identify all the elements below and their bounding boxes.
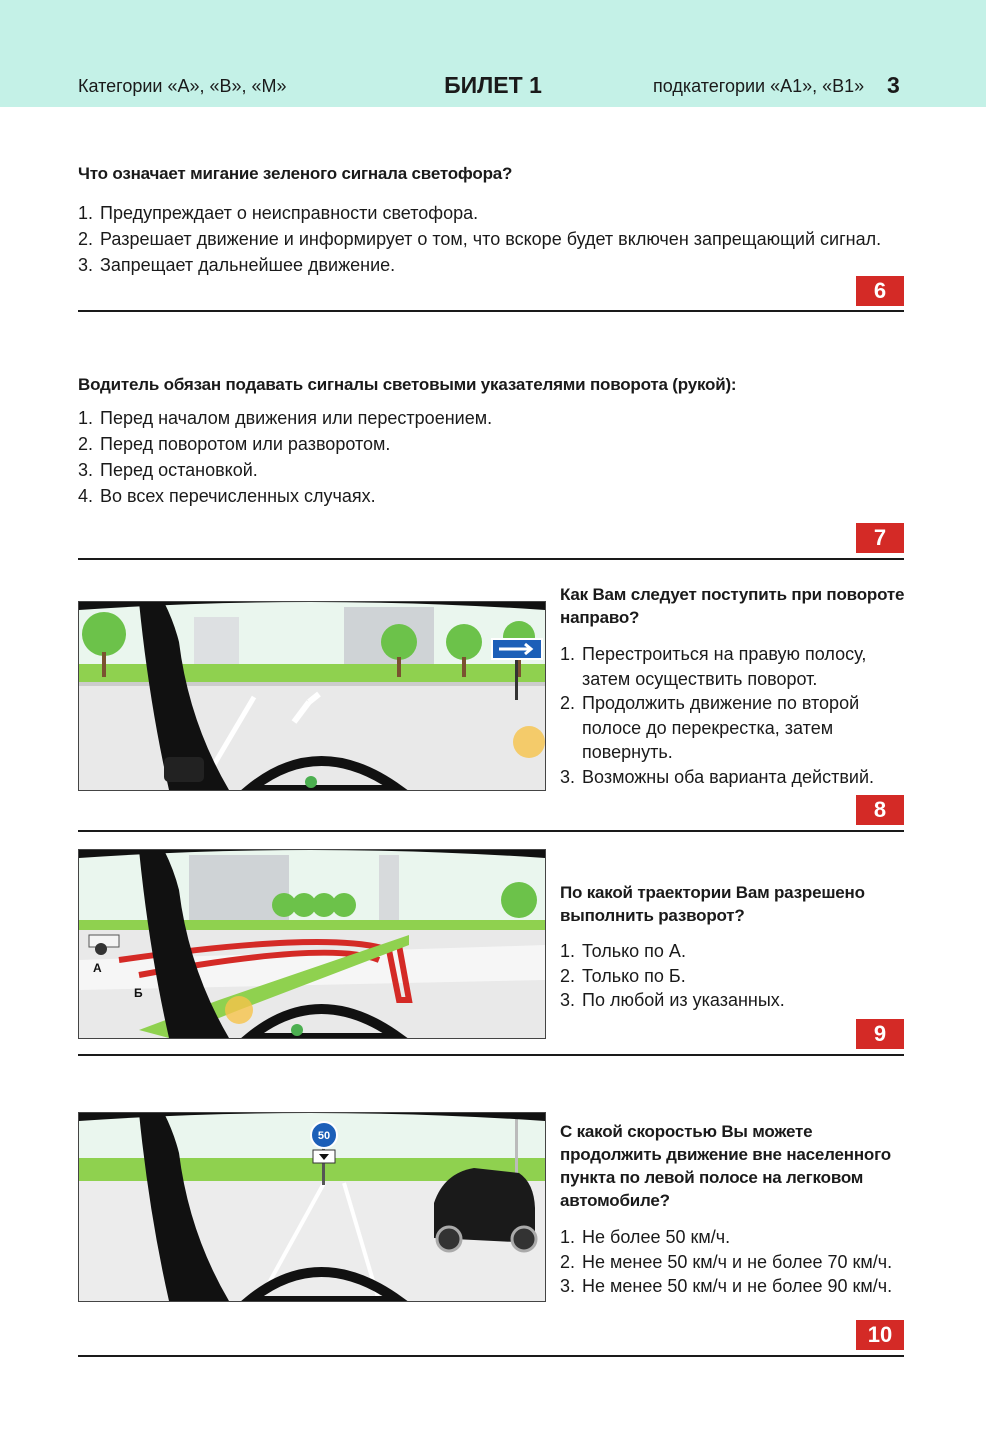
question-text: Водитель обязан подавать сигналы световыми указателями поворота (рукой): — [78, 375, 737, 394]
page-header — [0, 0, 986, 107]
divider — [78, 1054, 904, 1056]
answer-item[interactable]: 2. Продолжить движение по второй полосе до перекрестка, затем повернуть. — [560, 693, 860, 762]
answer-item[interactable]: 1. Перед началом движения или перестроением. — [78, 408, 493, 428]
question-text: С какой скоростью Вы можете продолжить движение вне населенного пункта по левой полосе на легковом автомобиле? — [560, 1122, 891, 1210]
question-number-badge: 6 — [856, 276, 904, 306]
answer-item[interactable]: 3. Перед остановкой. — [78, 460, 258, 480]
answer-item[interactable]: 2. Разрешает движение и информирует о том, что вскоре будет включен запрещающий сигнал. — [78, 229, 882, 249]
answer-list — [78, 200, 904, 278]
question-9 — [560, 881, 906, 1013]
answer-list — [560, 642, 906, 789]
answer-item[interactable]: 3. Запрещает дальнейшее движение. — [78, 255, 396, 275]
question-10 — [560, 1120, 906, 1299]
question-7 — [78, 373, 904, 509]
answer-item[interactable]: 3. Не менее 50 км/ч и не более 90 км/ч. — [560, 1276, 893, 1296]
question-number-badge: 8 — [856, 795, 904, 825]
answer-list — [78, 405, 904, 509]
page-number: 3 — [887, 72, 900, 98]
answer-list — [560, 1225, 906, 1299]
divider — [78, 1355, 904, 1357]
question-8 — [560, 583, 906, 789]
question-8-illustration — [78, 601, 546, 791]
question-text: Что означает мигание зеленого сигнала светофора? — [78, 164, 513, 183]
speed-sign-value: 50 — [317, 1130, 331, 1142]
header-categories: Категории «А», «В», «М» — [78, 76, 287, 96]
question-number-badge: 7 — [856, 523, 904, 553]
divider — [78, 830, 904, 832]
question-text: Как Вам следует поступить при повороте направо? — [560, 585, 905, 627]
question-6 — [78, 162, 904, 278]
ticket-title: БИЛЕТ 1 — [444, 72, 542, 98]
answer-item[interactable]: 4. Во всех перечисленных случаях. — [78, 486, 376, 506]
divider — [78, 310, 904, 312]
question-10-illustration — [78, 1112, 546, 1302]
answer-item[interactable]: 3. По любой из указанных. — [560, 990, 785, 1010]
answer-item[interactable]: 2. Только по Б. — [560, 965, 686, 986]
answer-list — [560, 939, 906, 1013]
question-text: По какой траектории Вам разрешено выполнить разворот? — [560, 883, 865, 925]
question-number-badge: 10 — [856, 1320, 904, 1350]
answer-item[interactable]: 1. Не более 50 км/ч. — [560, 1227, 731, 1247]
divider — [78, 558, 904, 560]
header-subcategories: подкатегории «А1», «В1» — [653, 76, 865, 96]
answer-item[interactable]: 1. Перестроиться на правую полосу, затем осуществить поворот. — [560, 644, 867, 689]
question-number-badge: 9 — [856, 1019, 904, 1049]
question-9-illustration — [78, 849, 546, 1039]
answer-item[interactable]: 3. Возможны оба варианта действий. — [560, 766, 875, 787]
answer-item[interactable]: 2. Перед поворотом или разворотом. — [78, 434, 391, 454]
answer-item[interactable]: 2. Не менее 50 км/ч и не более 70 км/ч. — [560, 1251, 893, 1272]
trajectory-label-b: Б — [134, 986, 143, 1000]
answer-item[interactable]: 1. Только по А. — [560, 941, 686, 961]
trajectory-label-a: А — [93, 961, 102, 975]
answer-item[interactable]: 1. Предупреждает о неисправности светофора. — [78, 203, 479, 223]
